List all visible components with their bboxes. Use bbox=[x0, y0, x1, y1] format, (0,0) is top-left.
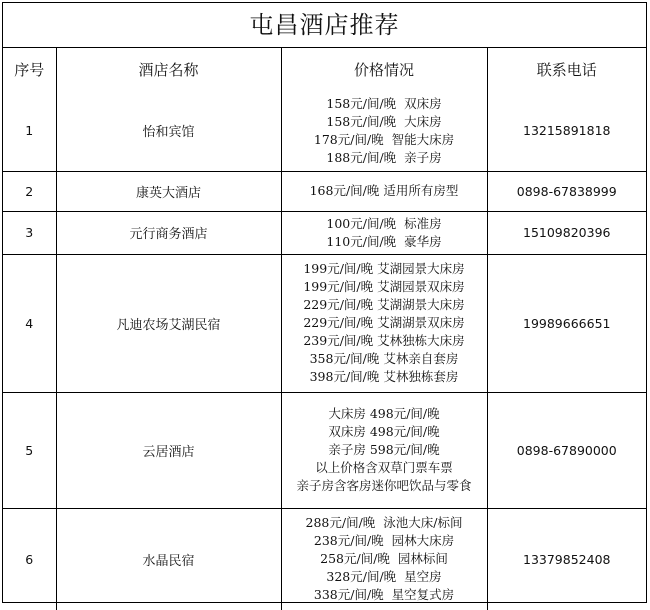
price-line: 以上价格含双草门票车票 bbox=[315, 460, 453, 475]
phone-number: 13379852408 bbox=[487, 508, 646, 610]
price-line: 158元/间/晚 双床房 bbox=[326, 95, 442, 111]
price-line: 398元/间/晚 艾林独栋套房 bbox=[309, 369, 459, 384]
price-cell bbox=[281, 171, 487, 211]
price-line: 229元/间/晚 艾湖湖景双床房 bbox=[303, 315, 465, 330]
hotel-name: 怡和宾馆 bbox=[56, 91, 281, 171]
header-phone: 联系电话 bbox=[487, 48, 646, 91]
price-line: 199元/间/晚 艾湖园景大床房 bbox=[303, 261, 465, 276]
hotel-name: 元行商务酒店 bbox=[56, 211, 281, 254]
phone-number: 0898-67890000 bbox=[487, 392, 646, 508]
price-line: 258元/间/晚 园林标间 bbox=[320, 551, 448, 567]
table-header-row bbox=[3, 48, 646, 91]
page-title: 屯昌酒店推荐 bbox=[3, 3, 646, 48]
table-body bbox=[3, 91, 646, 610]
price-cell bbox=[281, 91, 487, 171]
phone-number: 13215891818 bbox=[487, 91, 646, 171]
price-line: 229元/间/晚 艾湖湖景大床房 bbox=[303, 297, 465, 312]
price-line: 238元/间/晚 园林大床房 bbox=[313, 533, 455, 549]
table-row bbox=[3, 508, 646, 610]
price-cell bbox=[281, 254, 487, 392]
header-price: 价格情况 bbox=[281, 48, 487, 91]
price-line: 338元/间/晚 星空复式房 bbox=[313, 587, 455, 603]
header-no: 序号 bbox=[3, 48, 56, 91]
table-row bbox=[3, 392, 646, 508]
price-line: 178元/间/晚 智能大床房 bbox=[313, 131, 455, 147]
table-row bbox=[3, 91, 646, 171]
price-line: 328元/间/晚 星空房 bbox=[326, 569, 442, 585]
price-line: 100元/间/晚 标准房 bbox=[326, 215, 442, 231]
row-number: 5 bbox=[3, 392, 56, 508]
table-row bbox=[3, 211, 646, 254]
price-line: 158元/间/晚 大床房 bbox=[326, 113, 442, 129]
table-row bbox=[3, 171, 646, 211]
price-line: 188元/间/晚 亲子房 bbox=[326, 149, 442, 165]
price-line: 亲子房含客房迷你吧饮品与零食 bbox=[296, 478, 472, 493]
hotel-table bbox=[3, 48, 646, 610]
price-line: 288元/间/晚 泳池大床/标间 bbox=[305, 515, 463, 531]
price-line: 大床房 498元/间/晚 bbox=[328, 406, 440, 421]
price-line: 双床房 498元/间/晚 bbox=[328, 424, 440, 439]
price-line: 168元/间/晚 适用所有房型 bbox=[309, 183, 459, 198]
hotel-name: 水晶民宿 bbox=[56, 508, 281, 610]
row-number: 6 bbox=[3, 508, 56, 610]
row-number: 1 bbox=[3, 91, 56, 171]
hotel-name: 云居酒店 bbox=[56, 392, 281, 508]
phone-number: 15109820396 bbox=[487, 211, 646, 254]
price-line: 亲子房 598元/间/晚 bbox=[328, 442, 440, 457]
table-row bbox=[3, 254, 646, 392]
hotel-name: 凡迪农场艾湖民宿 bbox=[56, 254, 281, 392]
row-number: 2 bbox=[3, 171, 56, 211]
price-line: 358元/间/晚 艾林亲自套房 bbox=[309, 351, 459, 366]
price-line: 239元/间/晚 艾林独栋大床房 bbox=[303, 333, 465, 348]
hotel-table-sheet bbox=[2, 2, 647, 603]
header-name: 酒店名称 bbox=[56, 48, 281, 91]
price-cell bbox=[281, 392, 487, 508]
price-cell bbox=[281, 508, 487, 610]
row-number: 4 bbox=[3, 254, 56, 392]
price-line: 199元/间/晚 艾湖园景双床房 bbox=[303, 279, 465, 294]
row-number: 3 bbox=[3, 211, 56, 254]
price-cell bbox=[281, 211, 487, 254]
phone-number: 19989666651 bbox=[487, 254, 646, 392]
price-line: 110元/间/晚 豪华房 bbox=[326, 233, 442, 249]
hotel-name: 康英大酒店 bbox=[56, 171, 281, 211]
phone-number: 0898-67838999 bbox=[487, 171, 646, 211]
